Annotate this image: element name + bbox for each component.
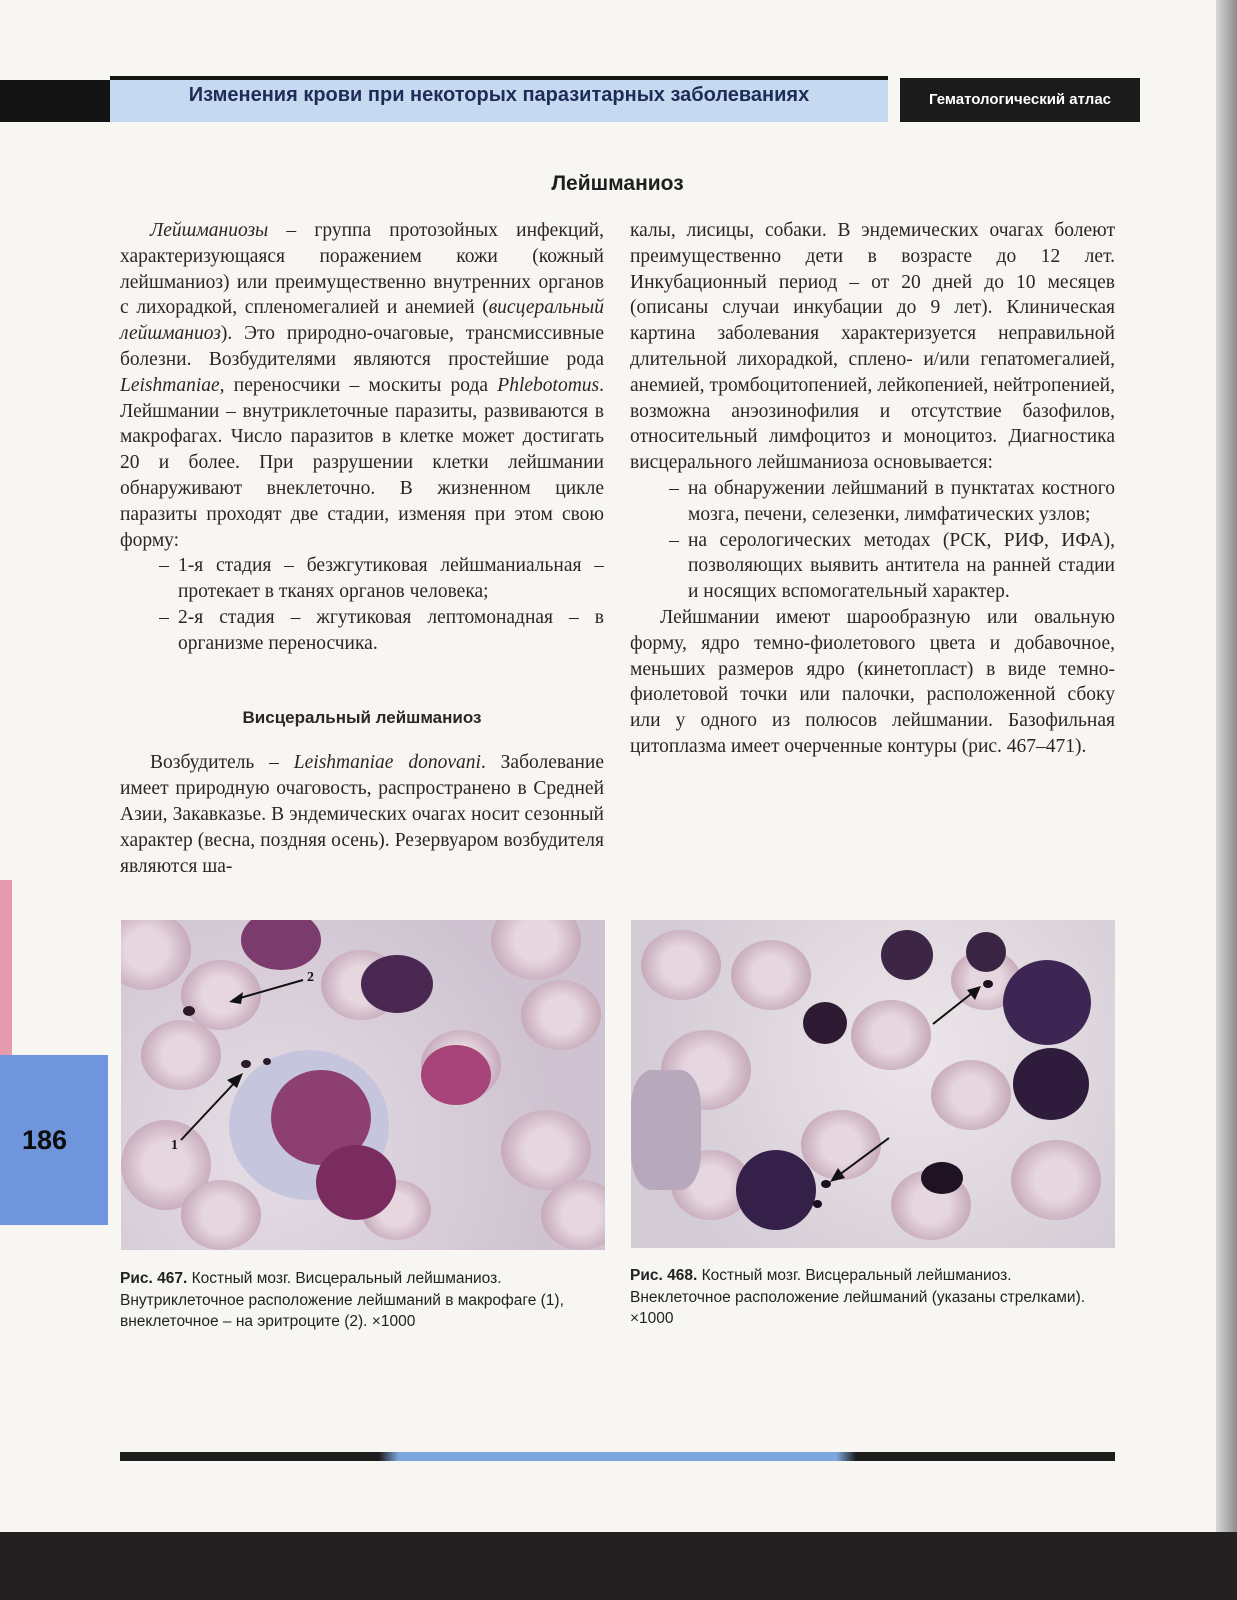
page-gutter-shadow: [1216, 0, 1237, 1600]
arrow-head: [830, 1168, 845, 1182]
arrow-line: [835, 1138, 889, 1178]
figure-caption-468: [630, 1265, 1115, 1330]
dash-marker: –: [669, 477, 679, 499]
text-column-left: [120, 218, 604, 879]
species-name: Leishmaniae donovani: [293, 752, 481, 774]
figure-arrows: [121, 920, 605, 1250]
diagnosis-item-text: на серологических методах (РСК, РИФ, ИФА), позволяющих выявить антитела на ранней стадии и носящих вспомогательный характер.: [688, 529, 1115, 603]
list-item: [630, 476, 1115, 528]
text-run: . Лейшмании – внутриклеточные паразиты, развиваются в макрофагах. Число паразитов в клетке может достигать 20 и более. При разрушении клетки лейшмании обнаруживают внеклеточно. В жизненном цикле паразиты проходят две стадии, изменяя при этом свою форму:: [120, 374, 604, 551]
figure-arrows: [631, 920, 1115, 1248]
text-run: ). Это природно-очаговые, трансмиссивные болезни. Возбудителями являются простейшие рода: [120, 323, 604, 370]
dash-marker: –: [159, 555, 169, 577]
continued-paragraph: калы, лисицы, собаки. В эндемических очагах болеют преимущественно дети в возрасте до 12 лет. Инкубационный период – от 20 дней до 10 месяцев (описаны случаи инкубации до 9 лет). Клиническая картина заболевания характеризуется неправильной длительной лихорадкой, сплено- и/или гепатомегалией, анемией, тромбоцитопенией, лейкопенией, нейтропенией, возможна анэозинофилия и отсутствие базофилов, относительный лимфоцитоз и моноцитоз. Диагностика висцерального лейшманиоза основывается:: [630, 220, 1115, 474]
dash-marker: –: [159, 606, 169, 628]
list-item: [120, 553, 604, 605]
stage-item-text: 2-я стадия – жгутиковая лептомонадная – в организме переносчика.: [178, 606, 604, 654]
arrow-1-head: [227, 1073, 243, 1088]
figure-number: Рис. 468.: [630, 1267, 698, 1284]
text-run: Возбудитель –: [150, 752, 294, 774]
dash-marker: –: [669, 529, 679, 551]
caption-text: Костный мозг. Висцеральный лейшманиоз. Внутриклеточное расположение лейшманий в макрофаге (1), внеклеточное – на эритроците (2). ×1000: [120, 1270, 564, 1330]
arrow-2-head: [229, 992, 243, 1004]
arrow-1-line: [181, 1078, 239, 1140]
genus-name: Leishmaniae: [120, 374, 220, 396]
arrow-2-line: [233, 980, 303, 1000]
caption-text: Костный мозг. Висцеральный лейшманиоз. Внеклеточное расположение лейшманий (указаны стрелками). ×1000: [630, 1267, 1086, 1327]
page-number: 186: [22, 1125, 68, 1155]
arrow-line: [933, 990, 976, 1024]
figure-label-2: 2: [307, 970, 314, 985]
arrow-head: [967, 986, 981, 1000]
list-item: [630, 528, 1115, 605]
term-italic: Лейшманиозы: [150, 220, 269, 241]
side-color-tab-pink: [0, 880, 12, 1060]
figure-caption-467: [120, 1268, 605, 1333]
subsection-heading: Висцеральный лейшманиоз: [242, 707, 482, 727]
morphology-paragraph: Лейшмании имеют шарообразную или овальную форму, ядро темно-фиолетового цвета и добавочное, меньших размеров ядро (кинетопласт) в виде темно-фиолетовой точки или палочки, расположенной сбоку или у одного из полюсов лейшмании. Базофильная цитоплазма имеет очерченные контуры (рис. 467–471).: [630, 606, 1115, 757]
diagnosis-item-text: на обнаружении лейшманий в пунктатах костного мозга, печени, селезенки, лимфатических узлов;: [688, 477, 1115, 525]
text-column-right: [630, 218, 1115, 760]
running-header-title: Изменения крови при некоторых паразитарных заболеваниях: [188, 84, 810, 106]
stage-item-text: 1-я стадия – безжгутиковая лейшманиальная – протекает в тканях органов человека;: [178, 555, 604, 603]
text-run: , переносчики – москиты рода: [219, 374, 498, 396]
figure-number: Рис. 467.: [120, 1270, 188, 1287]
term-italic: висцеральный лейшманиоз: [120, 297, 604, 345]
section-title: Лейшманиоз: [551, 172, 684, 195]
micrograph-467: [121, 920, 605, 1250]
list-item: [120, 605, 604, 657]
bottom-rule: [120, 1452, 1115, 1461]
scan-bottom-edge: [0, 1532, 1237, 1600]
micrograph-468: [631, 920, 1115, 1248]
text-run: . Заболевание имеет природную очаговость, распространено в Средней Азии, Закавказье. В эндемических очагах носит сезонный характер (весна, поздняя осень). Резервуаром возбудителя являются ша-: [120, 752, 605, 877]
vector-name: Phlebotomus: [497, 374, 600, 396]
running-header-tag: Гематологический атлас: [900, 78, 1140, 122]
text-run: – группа протозойных инфекций, характеризующаяся поражением кожи (кожный лейшманиоз) или преимущественно внутренних органов с лихорадкой, спленомегалией и анемией (: [120, 220, 604, 319]
visceral-paragraph: [120, 750, 604, 879]
intro-paragraph: [120, 218, 604, 553]
header-black-bar: [0, 80, 110, 122]
figure-label-1: 1: [171, 1138, 178, 1153]
